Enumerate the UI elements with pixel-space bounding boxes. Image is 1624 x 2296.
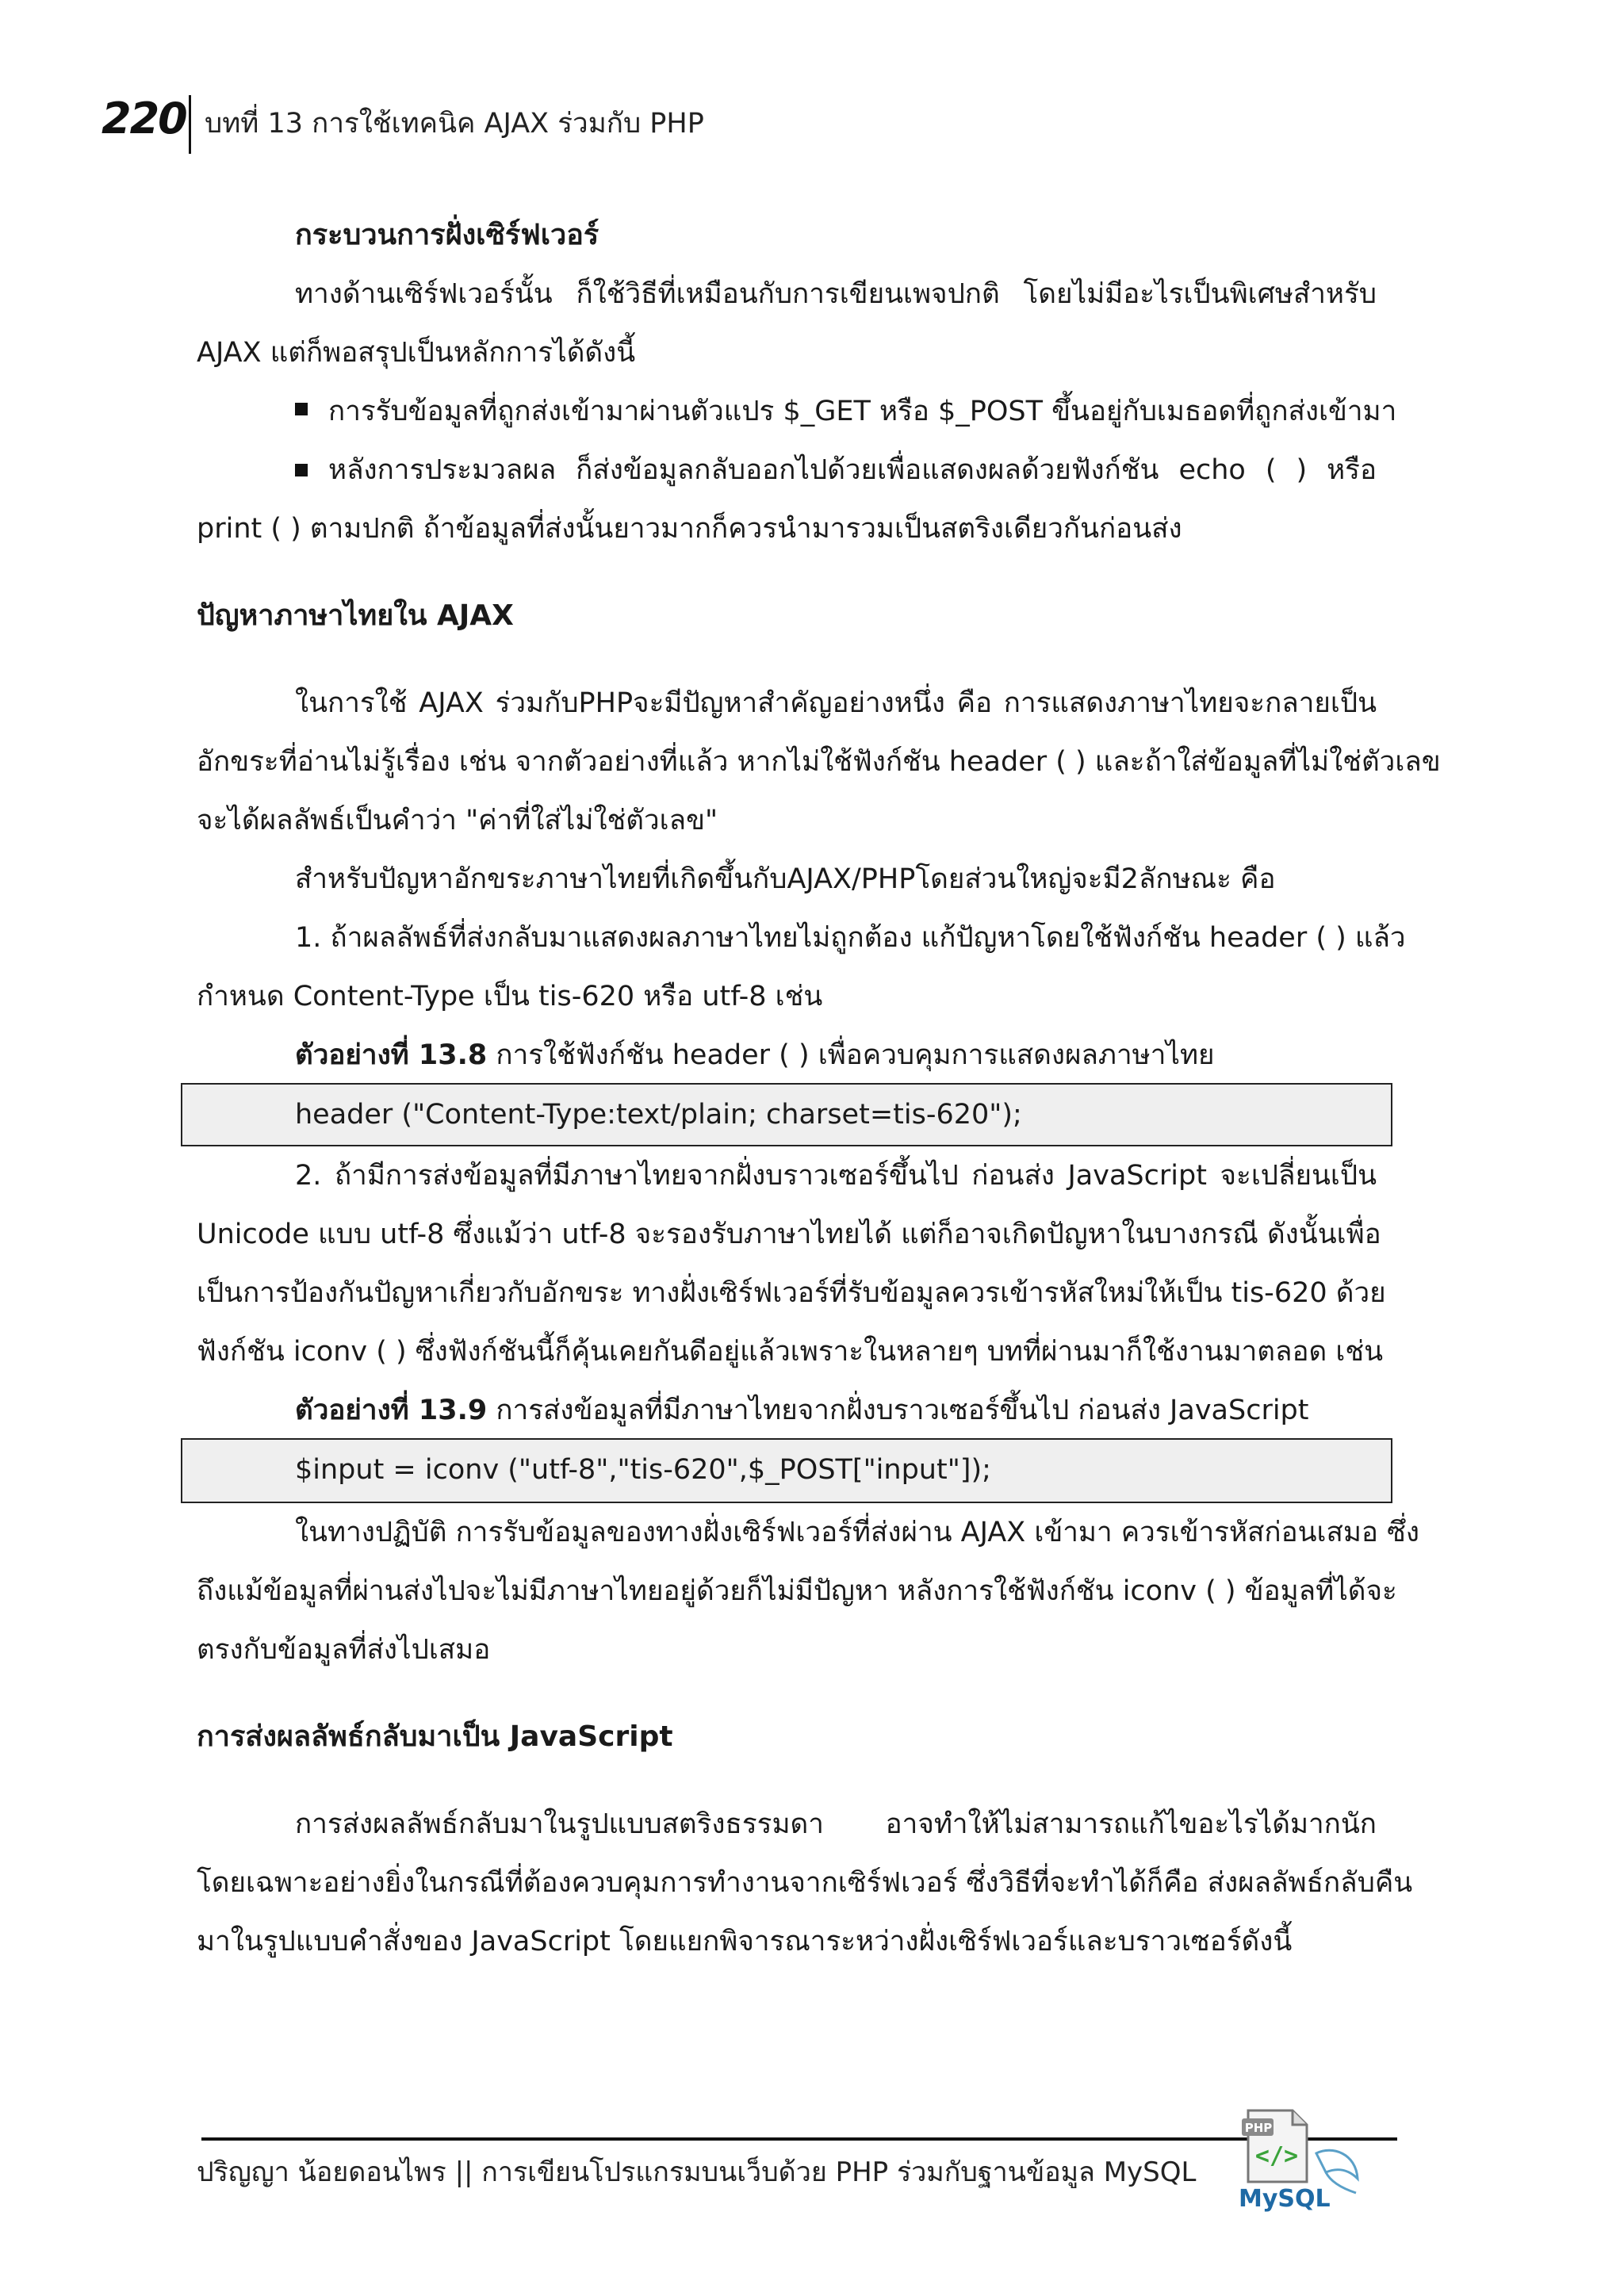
paragraph-line: การส่งผลลัพธ์กลับมาในรูปแบบสตริงธรรมดา อาจทำให้ไม่สามารถแก้ไขอะไรได้มากนัก: [295, 1808, 1377, 1840]
paragraph-line: print ( ) ตามปกติ ถ้าข้อมูลที่ส่งนั้นยาวมากก็ควรนำมารวมเป็นสตริงเดียวกันก่อนส่ง: [197, 513, 1182, 545]
paragraph-line: มาในรูปแบบคำสั่งของ JavaScript โดยแยกพิจารณาระหว่างฝั่งเซิร์ฟเวอร์และบราวเซอร์ดังนี้: [197, 1926, 1293, 1957]
bullet-item: [295, 441, 1377, 499]
example-caption-text: การใช้ฟังก์ชัน header ( ) เพื่อควบคุมการแสดงผลภาษาไทย: [487, 1039, 1215, 1071]
header-divider: [189, 95, 191, 154]
paragraph-line: เป็นการป้องกันปัญหาเกี่ยวกับอักขระ ทางฝั่งเซิร์ฟเวอร์ที่รับข้อมูลควรเข้ารหัสใหม่ให้เป็น tis-620 ด้วย: [197, 1277, 1386, 1309]
example-caption-text: การส่งข้อมูลที่มีภาษาไทยจากฝั่งบราวเซอร์ขึ้นไป ก่อนส่ง JavaScript: [487, 1395, 1309, 1426]
section-heading-server-process: กระบวนการฝั่งเซิร์ฟเวอร์: [295, 219, 599, 251]
paragraph-line: สำหรับปัญหาอักขระภาษาไทยที่เกิดขึ้นกับAJAX/PHPโดยส่วนใหญ่จะมี2ลักษณะ คือ: [295, 863, 1276, 895]
paragraph-line: ทางด้านเซิร์ฟเวอร์นั้น ก็ใช้วิธีที่เหมือนกับการเขียนเพจปกติ โดยไม่มีอะไรเป็นพิเศษสำหรับ: [295, 278, 1377, 310]
paragraph-line: กำหนด Content-Type เป็น tis-620 หรือ utf-8 เช่น: [197, 981, 823, 1012]
code-line: header ("Content-Type:text/plain; charset=tis-620");: [295, 1099, 1022, 1131]
paragraph-line: Unicode แบบ utf-8 ซึ่งแม้ว่า utf-8 จะรองรับภาษาไทยได้ แต่ก็อาจเกิดปัญหาในบางกรณี ดังนั้นเพื่อ: [197, 1219, 1381, 1250]
paragraph-line: ในทางปฏิบัติ การรับข้อมูลของทางฝั่งเซิร์ฟเวอร์ที่ส่งผ่าน AJAX เข้ามา ควรเข้ารหัสก่อนเสมอ ซึ่ง: [295, 1517, 1419, 1548]
example-label: ตัวอย่างที่ 13.8: [295, 1039, 488, 1071]
page-number: 220: [102, 94, 186, 144]
bullet-text: การรับข้อมูลที่ถูกส่งเข้ามาผ่านตัวแปร $_GET หรือ $_POST ขึ้นอยู่กับเมธอดที่ถูกส่งเข้ามา: [328, 396, 1397, 427]
code-box: [181, 1438, 1392, 1503]
example-caption: [295, 1026, 1215, 1085]
mysql-logo-text: MySQL: [1239, 2185, 1331, 2213]
bullet-square-icon: [295, 464, 308, 476]
paragraph-line: AJAX แต่ก็พอสรุปเป็นหลักการได้ดังนี้: [197, 337, 636, 369]
logo-badge: PHP: [1244, 2121, 1273, 2135]
code-line: $input = iconv ("utf-8","tis-620",$_POST["input"]);: [295, 1454, 991, 1486]
code-box: [181, 1083, 1392, 1146]
code-brackets-icon: </>: [1254, 2142, 1299, 2170]
paragraph-line: จะได้ผลลัพธ์เป็นคำว่า "ค่าที่ใส่ไม่ใช่ตัวเลข": [197, 805, 718, 836]
list-item-2: 2. ถ้ามีการส่งข้อมูลที่มีภาษาไทยจากฝั่งบราวเซอร์ขึ้นไป ก่อนส่ง JavaScript จะเปลี่ยนเป็น: [295, 1160, 1377, 1192]
example-label: ตัวอย่างที่ 13.9: [295, 1395, 488, 1426]
list-item-1: 1. ถ้าผลลัพธ์ที่ส่งกลับมาแสดงผลภาษาไทยไม่ถูกต้อง แก้ปัญหาโดยใช้ฟังก์ชัน header ( ) แล้ว: [295, 922, 1406, 954]
footer-rule: [201, 2137, 1397, 2141]
section-heading-thai-problem: ปัญหาภาษาไทยใน AJAX: [197, 599, 514, 632]
bullet-square-icon: [295, 403, 308, 415]
paragraph-line: ในการใช้ AJAX ร่วมกับPHPจะมีปัญหาสำคัญอย่างหนึ่ง คือ การแสดงภาษาไทยจะกลายเป็น: [295, 687, 1377, 719]
bullet-text: หลังการประมวลผล ก็ส่งข้อมูลกลับออกไปด้วยเพื่อแสดงผลด้วยฟังก์ชัน echo ( ) หรือ: [328, 454, 1377, 486]
paragraph-line: ตรงกับข้อมูลที่ส่งไปเสมอ: [197, 1634, 491, 1666]
php-mysql-logo: [1237, 2106, 1364, 2217]
chapter-title: บทที่ 13 การใช้เทคนิค AJAX ร่วมกับ PHP: [205, 108, 704, 140]
footer-text: ปริญญา น้อยดอนไพร || การเขียนโปรแกรมบนเว็บด้วย PHP ร่วมกับฐานข้อมูล MySQL: [197, 2156, 1197, 2188]
bullet-item: [295, 382, 1396, 441]
paragraph-line: โดยเฉพาะอย่างยิ่งในกรณีที่ต้องควบคุมการทำงานจากเซิร์ฟเวอร์ ซึ่งวิธีที่จะทำได้ก็คือ ส่งผลลัพธ์กลับคืน: [197, 1867, 1413, 1899]
paragraph-line: ถึงแม้ข้อมูลที่ผ่านส่งไปจะไม่มีภาษาไทยอยู่ด้วยก็ไม่มีปัญหา หลังการใช้ฟังก์ชัน iconv ( ) ข้อมูลที่ได้จะ: [197, 1575, 1397, 1607]
paragraph-line: ฟังก์ชัน iconv ( ) ซึ่งฟังก์ชันนี้ก็คุ้นเคยกันดีอยู่แล้วเพราะในหลายๆ บทที่ผ่านมาก็ใช้งานมาตลอด เช่น: [197, 1336, 1383, 1368]
paragraph-line: อักขระที่อ่านไม่รู้เรื่อง เช่น จากตัวอย่างที่แล้ว หากไม่ใช้ฟังก์ชัน header ( ) และถ้าใส่ข้อมูลที่ไม่ใช่ตัวเลข: [197, 746, 1441, 778]
section-heading-javascript-result: การส่งผลลัพธ์กลับมาเป็น JavaScript: [197, 1720, 673, 1753]
example-caption: [295, 1381, 1309, 1440]
